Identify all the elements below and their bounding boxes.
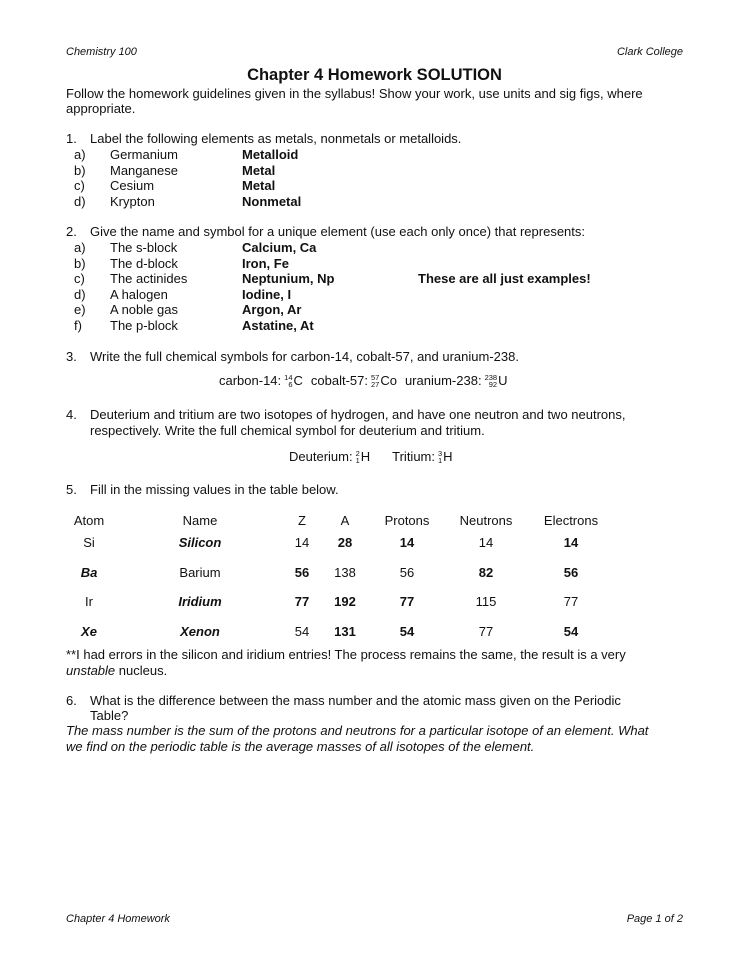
question-6-text: Table? <box>90 708 129 723</box>
header-course: Chemistry 100 <box>66 46 137 58</box>
item-letter: d) <box>74 193 86 209</box>
page-title: Chapter 4 Homework SOLUTION <box>247 66 502 84</box>
item-letter: a) <box>74 147 86 162</box>
item-answer: Metal <box>242 178 276 194</box>
intro-line: appropriate. <box>66 101 136 116</box>
column-header: Atom <box>73 513 105 528</box>
question-6-number: 6. <box>66 693 77 708</box>
table-cell: 14 <box>294 535 310 550</box>
note-emphasis: unstable <box>66 663 116 678</box>
footer-page: Page 1 of 2 <box>626 913 683 925</box>
question-4-symbols <box>289 449 475 465</box>
header-college: Clark College <box>616 46 683 58</box>
item-letter: f) <box>74 318 82 333</box>
item-prompt: A halogen <box>110 286 168 302</box>
item-letter: c) <box>74 271 85 287</box>
table-cell: 54 <box>563 624 579 639</box>
item-prompt: The d-block <box>110 255 178 271</box>
element-symbol: U <box>498 373 508 388</box>
isotope-label: carbon-14: <box>219 373 282 388</box>
element-symbol: Co <box>380 373 397 388</box>
question-6-answer: The mass number is the sum of the protons and neutrons for a particular isotope of an element. What <box>66 723 649 738</box>
isotope-numbers <box>485 374 498 388</box>
table-cell: 77 <box>478 624 494 639</box>
footer-left: Chapter 4 Homework <box>66 913 170 925</box>
table-cell: Ba <box>80 565 98 580</box>
table-cell: Xenon <box>180 624 220 639</box>
mass-number: 3 <box>438 448 443 458</box>
isotope-symbol <box>311 373 397 388</box>
item-letter: d) <box>74 286 86 302</box>
item-answer: Astatine, At <box>242 318 314 333</box>
table-cell: Xe <box>81 624 97 639</box>
question-4-number: 4. <box>66 407 77 422</box>
isotope-symbol <box>392 449 452 464</box>
table-cell: 14 <box>563 535 579 550</box>
atomic-number: 1 <box>355 455 360 465</box>
question-3-text: Write the full chemical symbols for carbon-14, cobalt-57, and uranium-238. <box>90 349 519 364</box>
column-header: Neutrons <box>459 513 513 528</box>
element-symbol: C <box>293 373 303 388</box>
table-cell: 115 <box>475 594 497 609</box>
mass-number: 238 <box>484 372 498 382</box>
item-answer: Argon, Ar <box>242 302 302 318</box>
table-cell: 131 <box>334 624 356 639</box>
question-6-answer: we find on the periodic table is the average masses of all isotopes of the element. <box>66 739 535 754</box>
column-header: Protons <box>384 513 430 528</box>
table-cell: Silicon <box>178 535 222 550</box>
table-cell: 77 <box>563 594 579 609</box>
item-answer: Metalloid <box>242 147 299 162</box>
question-text: Label the following elements as metals, nonmetals or metalloids. <box>90 131 462 146</box>
question-number: 2. <box>66 224 77 239</box>
item-answer: Iron, Fe <box>242 255 289 271</box>
question-3-number: 3. <box>66 349 77 364</box>
question-4-text: Deuterium and tritium are two isotopes of hydrogen, and have one neutron and two neutrons, <box>90 407 626 422</box>
column-header: A <box>340 513 350 528</box>
examples-note: These are all just examples! <box>418 271 591 287</box>
table-cell: 56 <box>399 565 415 580</box>
table-cell: Barium <box>179 565 221 580</box>
table-cell: 77 <box>294 594 310 609</box>
isotope-label: Deuterium: <box>289 449 353 464</box>
item-letter: a) <box>74 240 86 255</box>
table-cell: Si <box>83 535 95 550</box>
item-letter: b) <box>74 162 86 178</box>
element-symbol: H <box>360 449 371 464</box>
item-prompt: The p-block <box>110 318 178 333</box>
item-prompt: Germanium <box>110 147 178 162</box>
item-answer: Neptunium, Np <box>242 271 335 287</box>
table-cell: 14 <box>399 535 415 550</box>
question-5-text: Fill in the missing values in the table below. <box>90 482 339 497</box>
item-prompt: The s-block <box>110 240 178 255</box>
table-cell: 77 <box>399 594 415 609</box>
item-letter: e) <box>74 302 86 318</box>
mass-number: 14 <box>284 372 293 382</box>
isotope-numbers <box>356 450 360 464</box>
isotope-symbol <box>289 449 370 464</box>
table-note-line2 <box>66 663 167 679</box>
mass-number: 2 <box>355 448 360 458</box>
item-prompt: Manganese <box>110 162 178 178</box>
isotope-numbers <box>371 374 379 388</box>
item-letter: b) <box>74 255 86 271</box>
table-cell: 54 <box>399 624 415 639</box>
question-4-text: respectively. Write the full chemical symbol for deuterium and tritium. <box>90 423 485 438</box>
isotope-label: cobalt-57: <box>310 373 368 388</box>
question-5-number: 5. <box>66 482 77 497</box>
column-header: Name <box>182 513 218 528</box>
question-text: Give the name and symbol for a unique element (use each only once) that represents: <box>90 224 586 239</box>
question-6-text: What is the difference between the mass number and the atomic mass given on the Periodic <box>90 693 621 708</box>
isotope-label: Tritium: <box>392 449 435 464</box>
table-cell: 82 <box>478 565 494 580</box>
atomic-number: 6 <box>288 379 293 389</box>
item-prompt: Krypton <box>110 193 155 209</box>
table-cell: 56 <box>294 565 310 580</box>
isotope-label: uranium-238: <box>404 373 482 388</box>
table-cell: 138 <box>334 565 356 580</box>
element-symbol: H <box>443 449 453 464</box>
isotope-symbol <box>405 373 508 388</box>
table-cell: 56 <box>563 565 579 580</box>
atomic-number: 92 <box>488 379 498 389</box>
column-header: Electrons <box>543 513 599 528</box>
table-cell: Iridium <box>178 594 222 609</box>
atomic-number: 27 <box>370 379 380 389</box>
column-header: Z <box>298 513 306 528</box>
intro-line: Follow the homework guidelines given in the syllabus! Show your work, use units and sig figs, where <box>66 86 643 101</box>
item-letter: c) <box>74 178 85 194</box>
item-answer: Metal <box>242 162 276 178</box>
table-note: **I had errors in the silicon and iridium entries! The process remains the same, the result is a very <box>66 647 626 662</box>
item-prompt: The actinides <box>110 271 188 287</box>
item-answer: Iodine, I <box>242 286 292 302</box>
table-cell: Ir <box>85 594 93 609</box>
question-3-symbols <box>219 373 515 389</box>
table-cell: 28 <box>337 535 353 550</box>
question-number: 1. <box>66 131 77 146</box>
note-rest: nucleus. <box>115 663 168 678</box>
atomic-number: 1 <box>438 455 443 465</box>
isotope-symbol <box>219 373 303 388</box>
table-cell: 54 <box>294 624 310 639</box>
item-prompt: Cesium <box>110 178 155 194</box>
table-cell: 192 <box>334 594 356 609</box>
table-cell: 14 <box>478 535 494 550</box>
item-answer: Nonmetal <box>242 193 302 209</box>
isotope-numbers <box>438 450 442 464</box>
isotope-numbers <box>284 374 292 388</box>
mass-number: 57 <box>370 372 380 382</box>
item-prompt: A noble gas <box>110 302 178 318</box>
item-answer: Calcium, Ca <box>242 240 317 255</box>
